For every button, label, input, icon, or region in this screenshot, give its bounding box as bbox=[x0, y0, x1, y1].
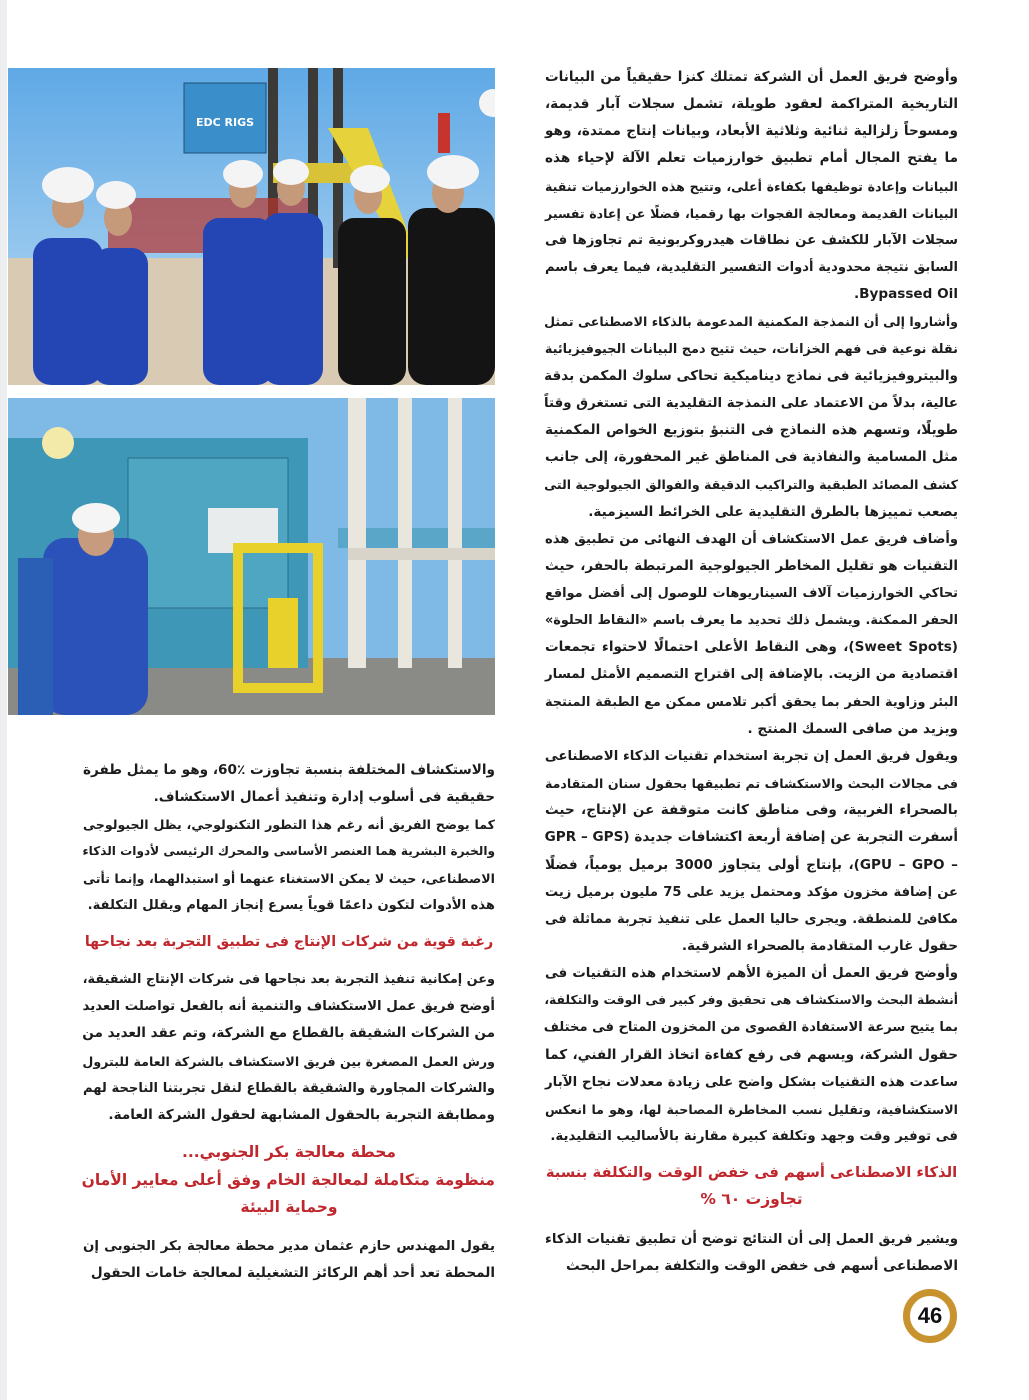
text-line: وأضاف فريق عمل الاستكشاف أن الهدف النهائى من تطبيق هذه bbox=[545, 531, 958, 547]
text-line: أوضح فريق عمل الاستكشاف والتنمية أنه بالفعل تواصلت العديد bbox=[82, 999, 495, 1015]
text-line: – GPU – GPO)، بإنتاج أولى يتجاوز 3000 برميل يومياً، فضلًا bbox=[545, 856, 958, 873]
rig-sign-text: EDC RIGS bbox=[195, 116, 255, 129]
section-heading-bakr-station bbox=[83, 1139, 495, 1222]
text-line: ومسوحاً زلزالية ثنائية وثلاثية الأبعاد، وبيانات إنتاج ممتدة، وهو bbox=[545, 123, 958, 140]
right-column-body bbox=[545, 64, 958, 1150]
text-line: ساعدت هذه التقنيات بشكل واضح على زيادة معدلات نجاح الآبار bbox=[545, 1074, 958, 1090]
text-line: (Sweet Spots)، وهى النقاط الأعلى احتمالًا لاحتواء تجمعات bbox=[545, 639, 958, 656]
text-line: البيانات وإعادة توظيفها بكفاءة أعلى، وتتيح هذه الخوارزميات تنقية bbox=[545, 178, 958, 194]
text-line: وأشاروا إلى أن النمذجة المكمنية المدعومة بالذكاء الاصطناعى تمثل bbox=[544, 314, 958, 330]
text-line: عالية، بدلاً من الاعتماد على النمذجة التقليدية التى تستغرق وقتاً bbox=[544, 395, 958, 411]
text-line: ومطابقة التجربة بالحقول المشابهة لحقول الشركة العامة. bbox=[108, 1107, 495, 1124]
text-line: تجاوزت ٦٠ % bbox=[700, 1190, 803, 1208]
text-line: ويقول فريق العمل إن تجربة استخدام تقنيات الذكاء الاصطناعى bbox=[544, 748, 958, 764]
text-line: منظومة متكاملة لمعالجة الخام وفق أعلى معايير الأمان bbox=[81, 1170, 495, 1189]
page-number-badge bbox=[903, 1289, 957, 1343]
text-line: رغبة قوية من شركات الإنتاج فى تطبيق التجربة بعد نجاحها bbox=[84, 934, 494, 950]
text-line: كشف المصائد الطبقية والتراكيب الدقيقة والفوالق الجيولوجية التى bbox=[544, 477, 958, 493]
text-line: اقتصادية من الزيت. بالإضافة إلى اقتراح التصميم الأمثل لمسار bbox=[545, 667, 958, 683]
text-line: والبيتروفيزيائية فى نماذج ديناميكية تحاكى سلوك المكمن بدقة bbox=[544, 367, 958, 384]
text-line: Bypassed Oil. bbox=[853, 286, 958, 303]
text-line: يصعب تمييزها بالطرق التقليدية على الخرائط السيزمية. bbox=[588, 503, 958, 520]
text-line: حقول غارب المتقادمة بالصحراء الشرقية. bbox=[681, 938, 958, 954]
text-line: الاستكشافية، وتقليل نسب المخاطرة المصاحبة لها، وهو ما انعكس bbox=[545, 1101, 958, 1117]
photo-team-at-rig bbox=[8, 68, 495, 385]
text-line: وأوضح فريق العمل أن الشركة تمتلك كنزا حقيقياً من البيانات bbox=[545, 69, 958, 85]
text-line: من الشركات الشقيقة بالقطاع مع الشركة، وتم عقد العديد من bbox=[82, 1025, 495, 1042]
text-line: أنشطة البحث والاستكشاف هى تحقيق وفر كبير فى الوقت والتكلفة، bbox=[544, 993, 958, 1008]
right-column-closing bbox=[545, 1226, 958, 1280]
text-line: هذه الأدوات لتكون داعمًا قوياً يسرع إنجاز المهام ويقلل التكلفة. bbox=[87, 898, 495, 913]
text-line: والخبرة البشرية هما العنصر الأساسى والمحرك الرئيسى لأدوات الذكاء bbox=[82, 844, 495, 858]
text-line: السابق نتيجة محدودية أدوات التفسير التقليدية، فيما يعرف باسم bbox=[545, 260, 958, 276]
text-line: ورش العمل المصغرة بين فريق الاستكشاف بالشركة العامة للبترول bbox=[82, 1053, 495, 1069]
left-column-body-1 bbox=[83, 966, 495, 1129]
text-line: يقول المهندس حازم عثمان مدير محطة معالجة بكر الجنوبى إن bbox=[83, 1239, 495, 1254]
text-line: والاستكشاف المختلفة بنسبة تجاوزت ٪60، وهو ما يمثل طفرة bbox=[83, 762, 495, 778]
text-line: مثل المسامية والنفاذية فى المناطق غير المحفورة، إلى جانب bbox=[545, 449, 958, 466]
text-line: الحفر الممكنة. ويشمل ذلك تحديد ما يعرف باسم «النقاط الحلوة» bbox=[545, 613, 958, 629]
text-line: بما يتيح سرعة الاستفادة القصوى من المخزون المتاح فى مختلف bbox=[543, 1020, 958, 1036]
text-line: الذكاء الاصطناعى أسهم فى خفض الوقت والتكلفة بنسبة bbox=[545, 1164, 958, 1181]
left-column-body-2 bbox=[83, 1233, 495, 1287]
text-line: فى مجالات البحث والاستكشاف تم تطبيقها بحقول سنان المتقادمة bbox=[545, 776, 958, 792]
rig-team-photo bbox=[8, 68, 495, 385]
text-line: الاصطناعى أسهم فى خفض الوقت والتكلفة بمراحل البحث bbox=[565, 1258, 958, 1274]
text-line: محطة معالجة بكر الجنوبي... bbox=[181, 1143, 396, 1161]
text-line: بالصحراء الغربية، وفى مناطق كانت متوقفة عن الإنتاج، حيث bbox=[545, 802, 958, 819]
text-line: عن إضافة مخزون مؤكد ومحتمل يزيد على 75 مليون برميل زيت bbox=[545, 884, 959, 900]
text-line: ويزيد من صافى السمك المنتج . bbox=[747, 720, 958, 737]
text-line: والشركات المجاورة والشقيقة بالقطاع لنقل تجربتنا الناجحة لهم bbox=[83, 1080, 495, 1096]
text-line: حقيقية فى أسلوب إدارة وتنفيذ أعمال الاستكشاف. bbox=[153, 789, 495, 805]
text-line: أسفرت التجربة عن إضافة أربعة اكتشافات جديدة (GPR – GPS bbox=[544, 829, 958, 846]
text-line: الاصطناعى، حيث لا يمكن الاستغناء عنهما أو استبدالهما، وإنما تأتى bbox=[83, 871, 495, 886]
text-line: وأوضح فريق العمل أن الميزة الأهم لاستخدام هذه التقنيات فى bbox=[545, 966, 958, 982]
text-line: سجلات الآبار للكشف عن نطاقات هيدروكربونية تم تجاوزها فى bbox=[545, 232, 958, 248]
text-line: ما يفتح المجال أمام تطبيق خوارزميات تعلم الآلة لإحياء هذه bbox=[545, 150, 958, 167]
text-line: التاريخية المتراكمة لعقود طويلة، تشمل سجلات آبار قديمة، bbox=[545, 96, 958, 113]
text-line: ويشير فريق العمل إلى أن النتائج توضح أن تطبيق تقنيات الذكاء bbox=[545, 1232, 958, 1247]
left-column-intro bbox=[83, 757, 495, 919]
text-line: وحماية البيئة bbox=[240, 1198, 338, 1216]
page-edge bbox=[0, 0, 7, 1400]
text-line: وعن إمكانية تنفيذ التجربة بعد نجاحها فى شركات الإنتاج الشقيقة، bbox=[82, 972, 495, 987]
section-heading-ai-savings bbox=[545, 1159, 958, 1213]
section-heading-companies bbox=[83, 928, 495, 956]
text-line: التقنيات هو تقليل المخاطر الجيولوجية المرتبطة بالحفر، حيث bbox=[545, 557, 958, 574]
text-line: طويلًا، وتسهم هذه النماذج فى التنبؤ بتوزيع الخواص المكمنية bbox=[545, 422, 958, 439]
text-line: كما يوضح الفريق أنه رغم هذا التطور التكنولوجي، يظل الجيولوجى bbox=[83, 817, 495, 832]
text-line: البئر وزاوية الحفر بما يحقق أكبر تلامس ممكن مع الطبقة المنتجة bbox=[545, 694, 958, 710]
rig-floor-photo bbox=[8, 398, 495, 715]
photo-rig-floor-worker bbox=[8, 398, 495, 715]
text-line: تحاكي الخوارزميات آلاف السيناريوهات للوصول إلى أفضل مواقع bbox=[545, 585, 958, 601]
text-line: المحطة تعد أحد أهم الركائز التشغيلية لمعالجة خامات الحقول bbox=[90, 1265, 495, 1281]
text-line: مكافئ للمنطقة. ويجرى حاليا العمل على تنفيذ تجربة مماثلة فى bbox=[545, 911, 958, 927]
text-line: نقلة نوعية فى فهم الخزانات، حيث تتيح دمج البيانات الجيوفيزيائية bbox=[544, 341, 958, 357]
text-line: فى توفير وقت وجهد وتكلفة كبيرة مقارنة بالأساليب التقليدية. bbox=[550, 1129, 958, 1145]
page-number: 46 bbox=[917, 1303, 943, 1328]
text-line: حقول الشركة، ويسهم فى رفع كفاءة اتخاذ القرار الفني، كما bbox=[545, 1046, 958, 1063]
text-line: البيانات القديمة ومعالجة الفجوات بها رقميا، فضلًا عن إعادة تفسير bbox=[545, 205, 958, 221]
